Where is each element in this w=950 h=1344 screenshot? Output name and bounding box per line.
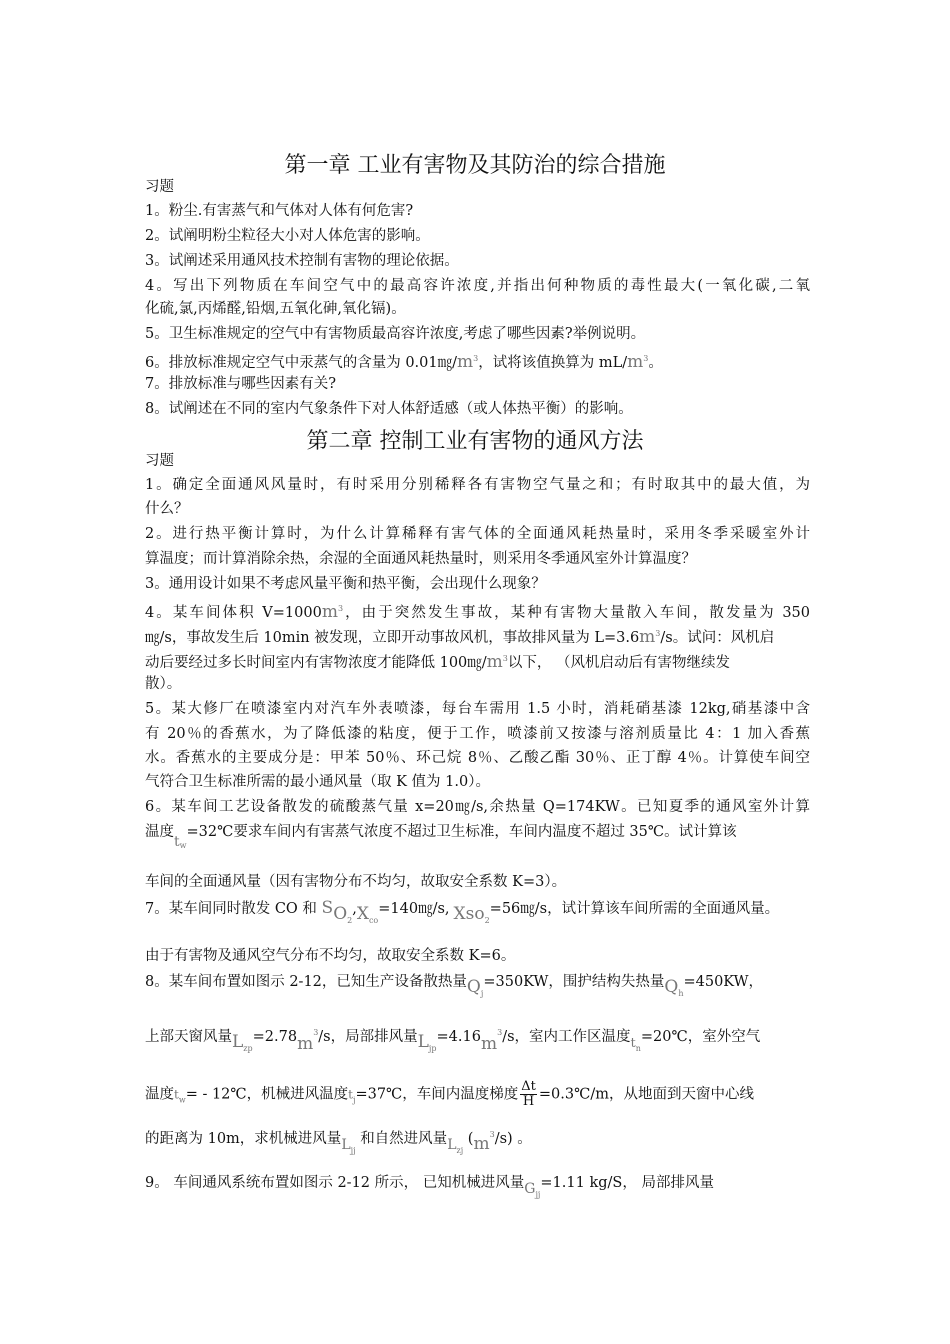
question-2-5-line-3: 水。香蕉水的主要成分是：甲苯 50％、环己烷 8％、乙酸乙酯 30％、正丁醇 4％。计算使车间空 — [145, 750, 810, 766]
question-1-3: 3。试阐述采用通风技术控制有害物的理论依据。 — [145, 253, 459, 269]
question-1-4-line-2: 化硫,氯,丙烯醛,铅烟,五氧化砷,氧化镉)。 — [145, 301, 406, 317]
question-2-1-line-2: 什么？ — [145, 501, 189, 517]
question-2-4-line-3: 动后要经过多长时间室内有害物浓度才能降低 $100㎎/m^3$以下， （风机启动后有害物继续发 — [145, 651, 730, 672]
question-2-7-line-1: 7。某车间同时散发 CO 和 $SO_2,X_{co}=140㎎/s$, Xso$_2$=56㎎/s，试计算该车间所需的全面通风量。 — [145, 898, 780, 925]
question-1-7: 7。排放标准与哪些因素有关? — [145, 376, 336, 392]
question-2-2-line-1: 2。进行热平衡计算时，为什么计算稀释有害气体的全面通风耗热量时，采用冬季采暖室外计 — [145, 526, 810, 542]
question-2-5-line-2: 有 20％的香蕉水，为了降低漆的粘度，便于工作，喷漆前又按漆与溶剂质量比 4：1 加入香蕉 — [145, 726, 810, 742]
question-2-6-line-2: 温度$t_w=32℃$要求车间内有害蒸气浓度不超过卫生标准，车间内温度不超过 35℃。试计算该 — [145, 824, 737, 850]
chapter-2-title: 第二章 控制工业有害物的通风方法 — [306, 429, 644, 454]
question-2-6-line-3: 车间的全面通风量（因有害物分布不均匀，故取安全系数 K=3）。 — [145, 874, 567, 890]
question-1-2: 2。试阐明粉尘粒径大小对人体危害的影响。 — [145, 228, 430, 244]
chapter-2-section: 习题 — [145, 453, 174, 469]
question-2-5-line-4: 气符合卫生标准所需的最小通风量（取 K 值为 1.0）。 — [145, 774, 490, 790]
question-2-1-line-1: 1。确定全面通风风量时，有时采用分别稀释各有害物空气量之和；有时取其中的最大值，为 — [145, 477, 810, 493]
question-2-8-line-3: 温度$t_w=$ - 12℃，机械进风温度$t_j=37℃$，车间内温度梯度 $\frac{\Delta t}{H}$ =0.3℃/m，从地面到天窗中心线 — [145, 1079, 754, 1109]
temperature-gradient-fraction: $\frac{\Delta t}{H}$ — [521, 1079, 536, 1109]
question-2-3: 3。通用设计如果不考虑风量平衡和热平衡，会出现什么现象？ — [145, 576, 546, 592]
question-2-7-line-2: 由于有害物及通风空气分布不均匀，故取安全系数 K=6。 — [145, 948, 516, 964]
chapter-1-section: 习题 — [145, 179, 174, 195]
question-2-6-line-1: 6。某车间工艺设备散发的硫酸蒸气量 x=20㎎/s,余热量 Q=174KW。已知夏季的通风室外计算 — [145, 799, 810, 815]
question-2-8-line-1: 8。某车间布置如图示 2-12，已知生产设备散热量$Q_j=350KW$，围护结构失热量$Q_h=450KW$， — [145, 974, 764, 998]
question-2-2-line-2: 算温度；而计算消除余热，余湿的全面通风耗热量时，则采用冬季通风室外计算温度？ — [145, 551, 696, 567]
question-2-8-line-2: 上部天窗风量$L_{zp}=2.78m^3/s$，局部排风量$L_{jp}=4.16m^3/s$，室内工作区温度$t_n=20℃$，室外空气 — [145, 1028, 761, 1054]
question-2-4-line-1: 4。某车间体积 $V=1000m^3$，由于突然发生事故，某种有害物大量散入车间，散发量为 350 — [145, 601, 810, 622]
question-1-1: 1。粉尘.有害蒸气和气体对人体有何危害? — [145, 203, 414, 219]
question-2-5-line-1: 5。某大修厂在喷漆室内对汽车外表喷漆，每台车需用 1.5 小时，消耗硝基漆 12kg,硝基漆中含 — [145, 701, 810, 717]
question-2-4-line-4: 散）。 — [145, 676, 182, 692]
question-1-4-line-1: 4。写出下列物质在车间空气中的最高容许浓度,并指出何种物质的毒性最大(一氧化碳,二氧 — [145, 278, 810, 294]
question-2-9-line-1: 9。 车间通风系统布置如图示 2-12 所示， 已知机械进风量$G_{jj}=1.11$ kg/S， 局部排风量 — [145, 1175, 714, 1199]
question-2-8-line-4: 的距离为 10m，求机械进风量$L_{jj}$ 和自然进风量$L_{zj}$ $(m^3/s)$ 。 — [145, 1130, 532, 1155]
question-1-8: 8。试阐述在不同的室内气象条件下对人体舒适感（或人体热平衡）的影响。 — [145, 401, 633, 417]
chapter-1-title: 第一章 工业有害物及其防治的综合措施 — [284, 153, 666, 178]
question-2-4-line-2: ㎎/s，事故发生后 10min 被发现，立即开动事故风机，事故排风量为 $L=3.6m^3/s$。试问：风机启 — [145, 626, 775, 647]
question-1-6: 6。排放标准规定空气中汞蒸气的含量为 $0.01㎎/m^3$，试将该值换算为 $mL/m^3$。 — [145, 351, 663, 372]
question-1-5: 5。卫生标准规定的空气中有害物质最高容许浓度,考虑了哪些因素?举例说明。 — [145, 326, 646, 342]
